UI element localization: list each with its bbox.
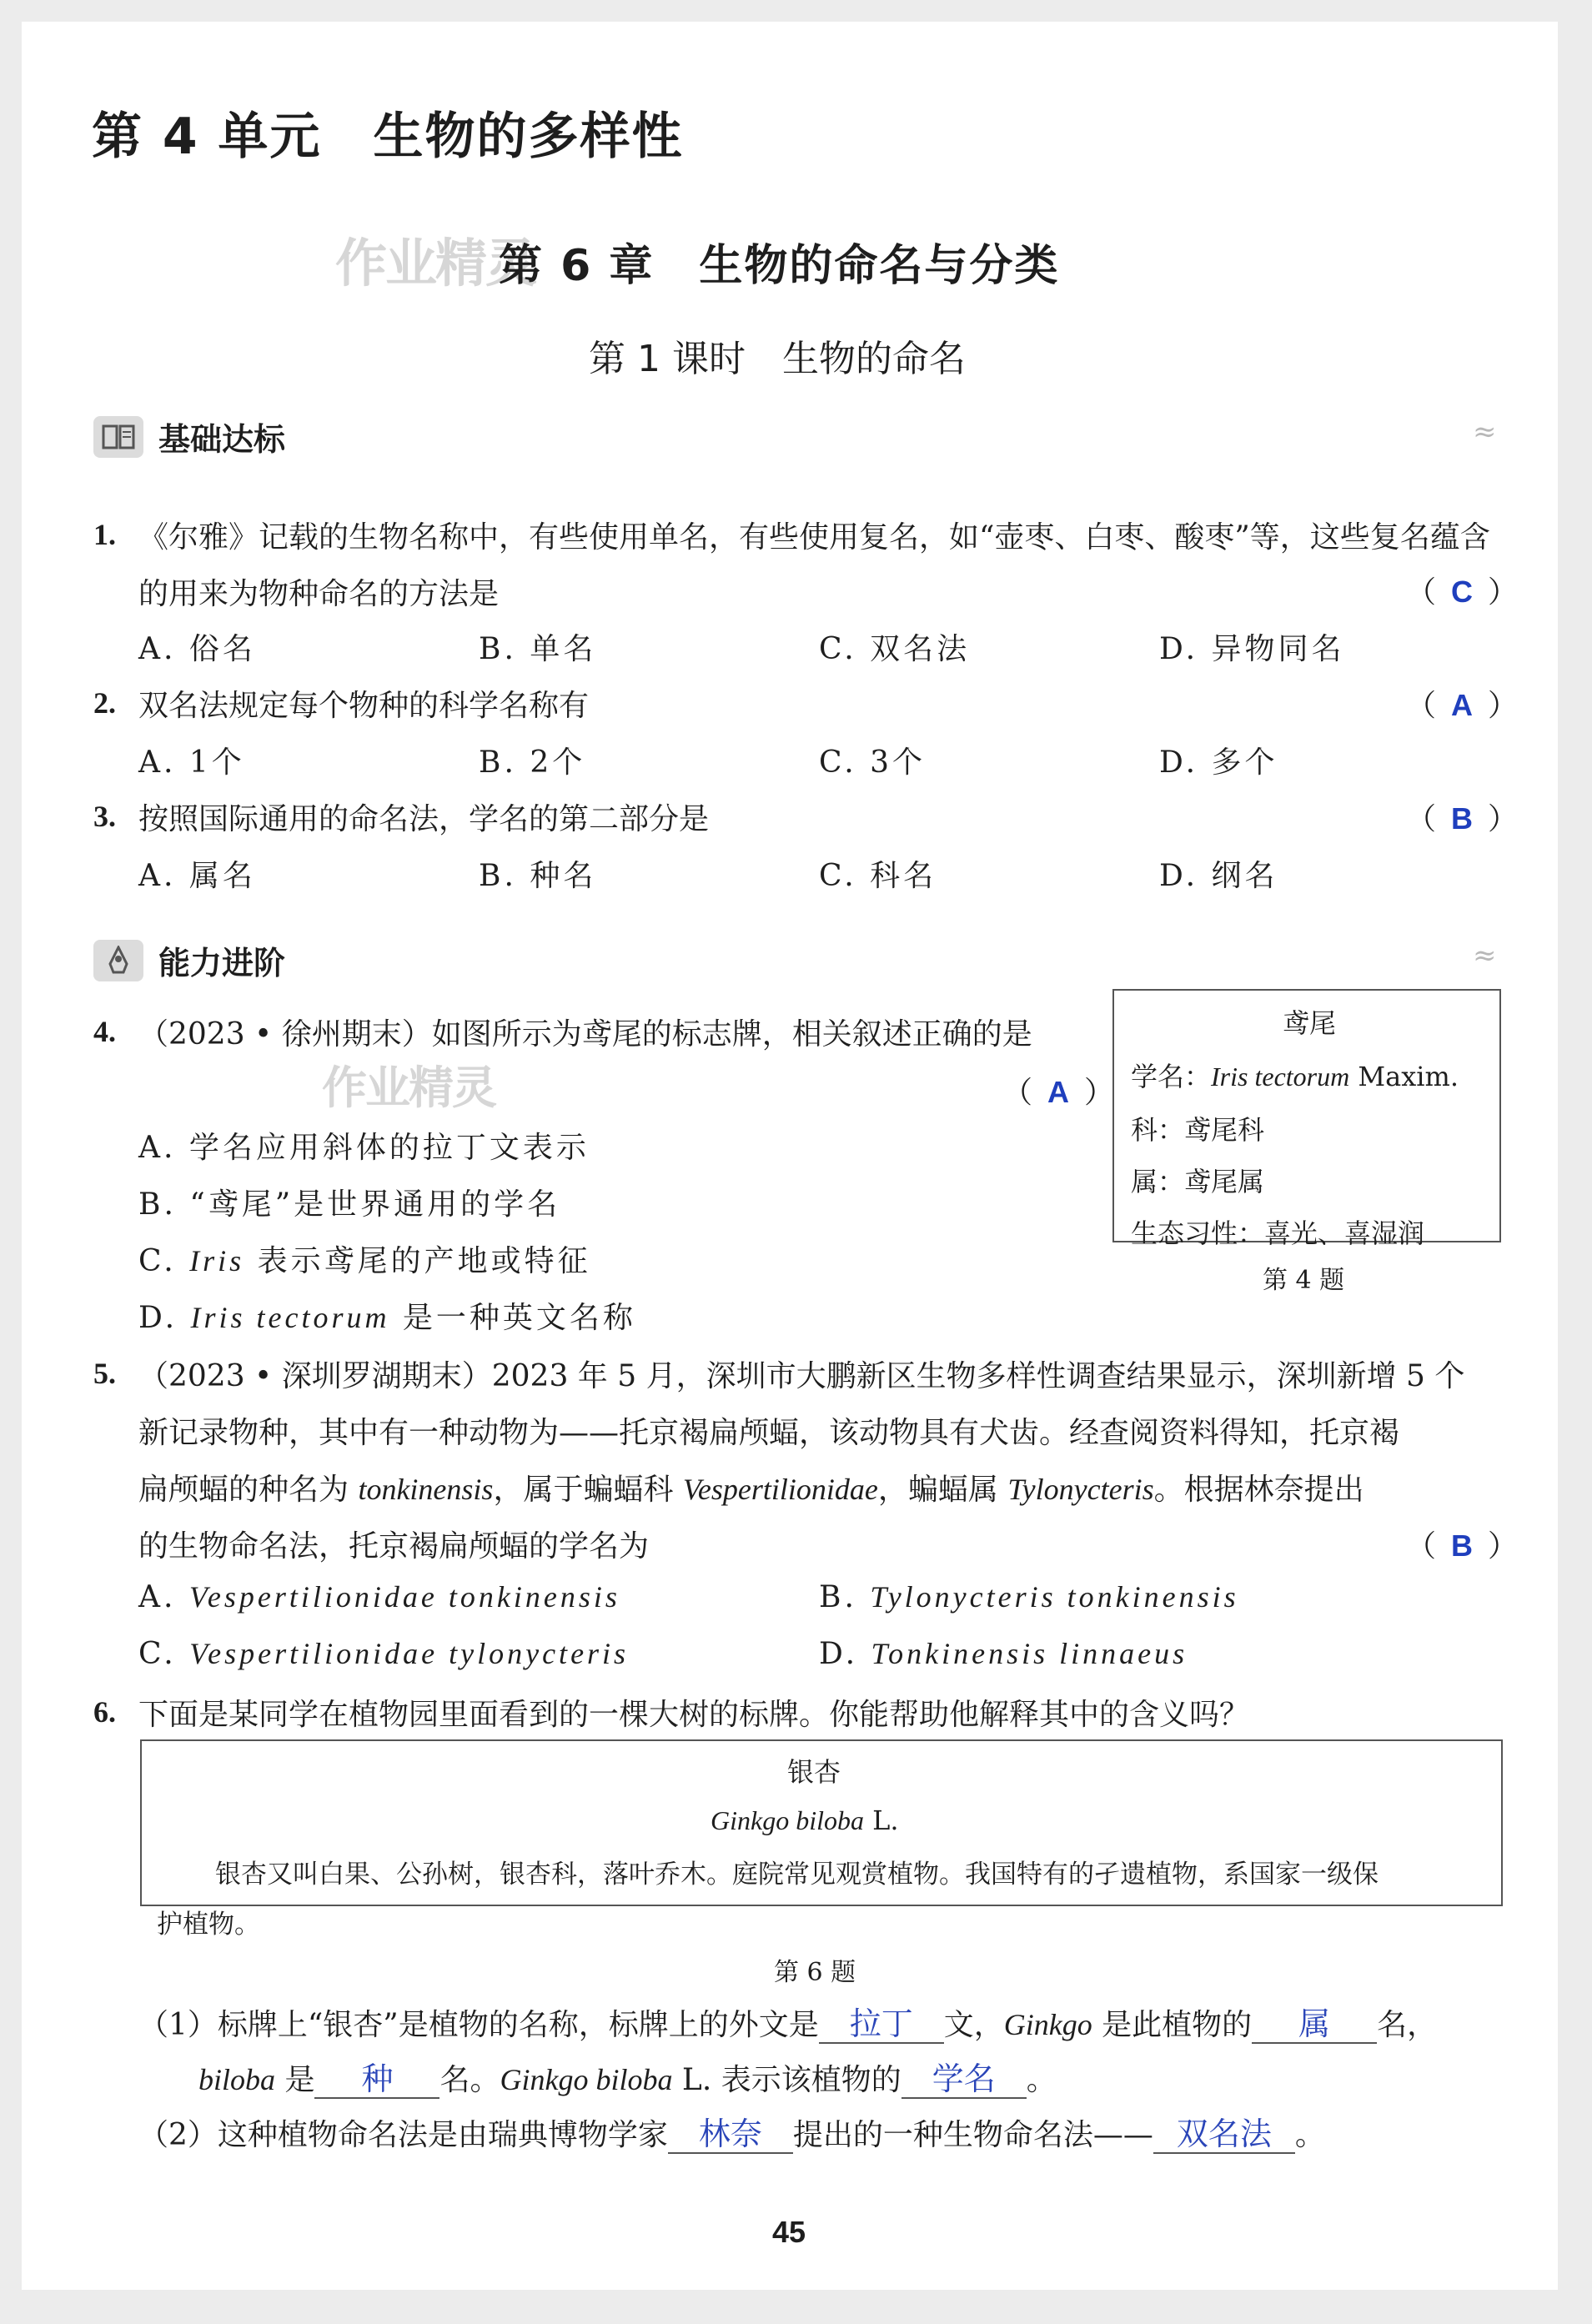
q6-italic: Ginkgo	[1003, 2008, 1092, 2041]
q6-sign-title: 银杏	[787, 1756, 841, 1788]
squiggle-icon: ≈	[1473, 415, 1497, 449]
book-icon	[93, 416, 143, 458]
q6-stem: 下面是某同学在植物园里面看到的一棵大树的标牌。你能帮助他解释其中的含义吗？	[138, 1698, 1250, 1732]
q5-option-b	[819, 1579, 1239, 1614]
option-italic: Vespertilionidae tonkinensis	[188, 1580, 620, 1614]
option-label: D.	[819, 1637, 871, 1671]
q4-sign-title: 鸢尾	[1283, 1007, 1337, 1039]
squiggle-icon: ≈	[1473, 939, 1497, 972]
q6-italic: Ginkgo biloba	[500, 2063, 673, 2096]
lesson-title: 第 1 课时 生物的命名	[589, 338, 966, 380]
q6-italic: biloba	[198, 2063, 276, 2096]
q4-option-a: A. 学名应用斜体的拉丁文表示	[138, 1131, 590, 1165]
q4-caption: 第 4 题	[1263, 1266, 1345, 1295]
q6-text: 是	[275, 2063, 315, 2097]
q1-stem-line2: 的用来为物种命名的方法是	[138, 577, 500, 611]
q6-sign-desc-line2: 护植物。	[157, 1910, 260, 1940]
q4-option-c-italic: Iris	[189, 1244, 245, 1277]
q6-text: 提出的一种生物命名法——	[792, 2118, 1153, 2152]
q5-answer-bracket: （ B ）	[1406, 1528, 1519, 1564]
q2-option-b: B. 2个	[479, 745, 586, 780]
q5-stem-line1: （2023 • 深圳罗湖期末）2023 年 5 月，深圳市大鹏新区生物多样性调查结果显示，深圳新增 5 个	[138, 1359, 1465, 1393]
q2-option-c: C. 3个	[819, 745, 927, 780]
q5-text: ，蝙蝠属	[877, 1473, 1008, 1507]
q2-answer-bracket: （ A ）	[1406, 688, 1519, 723]
question-number: 1.	[93, 518, 116, 551]
q4-sign-genus: 属：鸢尾属	[1131, 1166, 1265, 1197]
q6-sub1-line1	[138, 2001, 1437, 2044]
q1-option-c: C. 双名法	[819, 632, 971, 666]
q1-option-b: B. 单名	[479, 632, 597, 666]
q1-answer: C	[1451, 575, 1474, 609]
q6-sign-sci	[711, 1804, 899, 1836]
q6-sign-sci-author: L.	[863, 1804, 899, 1836]
section-basic-label: 基础达标	[158, 421, 286, 458]
q6-text: （2）这种植物命名法是由瑞典博物学家	[138, 2118, 668, 2152]
question-number: 2.	[93, 686, 116, 720]
q4-stem-text: 如图所示为鸢尾的标志牌，相关叙述正确的是	[431, 1017, 1032, 1052]
q4-source: （2023 • 徐州期末）	[138, 1017, 432, 1052]
q4-stem	[138, 1011, 1032, 1053]
q2-option-a: A. 1个	[138, 745, 245, 780]
option-label: B.	[819, 1580, 871, 1614]
q4-sign-habit: 生态习性：喜光、喜湿润	[1131, 1217, 1425, 1249]
q3-answer-bracket: （ B ）	[1406, 801, 1519, 836]
option-italic: Tonkinensis linnaeus	[871, 1637, 1188, 1670]
option-label: C.	[138, 1637, 190, 1671]
q4-option-d-text: 是一种英文名称	[389, 1301, 636, 1335]
q2-stem: 双名法规定每个物种的科学名称有	[138, 689, 590, 723]
q5-text: 扁颅蝠的种名为	[138, 1473, 359, 1507]
blank-scientific-name: 学名	[901, 2060, 1027, 2099]
q3-option-b: B. 种名	[479, 859, 597, 893]
watermark-logo: 作业精灵	[335, 233, 536, 294]
q4-sign-sci-label: 学名：	[1131, 1061, 1212, 1092]
q3-option-a: A. 属名	[138, 859, 256, 893]
page-number: 45	[772, 2215, 806, 2249]
option-italic: Tylonycteris tonkinensis	[870, 1580, 1239, 1614]
question-number: 6.	[93, 1695, 116, 1729]
q6-text: 。	[1026, 2063, 1057, 2097]
q5-option-c	[138, 1636, 629, 1671]
q1-option-d: D. 异物同名	[1159, 632, 1345, 666]
option-label: A.	[138, 1580, 189, 1614]
q4-option-d: D. Iris tectorum 是一种英文名称	[138, 1301, 636, 1335]
q5-stem-line3	[138, 1466, 1364, 1508]
q6-text: 名。	[439, 2063, 500, 2097]
q4-answer: A	[1047, 1075, 1070, 1109]
q6-sub1-line2	[198, 2056, 1057, 2099]
workbook-page	[22, 22, 1558, 2290]
section-advanced	[93, 937, 285, 983]
q5-option-d	[819, 1636, 1188, 1671]
q6-text: 名，	[1377, 2008, 1438, 2042]
unit-title: 第 4 单元 生物的多样性	[92, 108, 684, 166]
q4-sign-sci-author: Maxim.	[1349, 1061, 1459, 1092]
blank-latin: 拉丁	[819, 2005, 944, 2044]
q4-option-c: C. Iris 表示鸢尾的产地或特征	[138, 1244, 591, 1278]
watermark-logo: 作业精灵	[322, 1062, 495, 1114]
q6-caption: 第 6 题	[774, 1958, 856, 1987]
q2-answer: A	[1451, 688, 1474, 722]
blank-genus: 属	[1252, 2005, 1377, 2044]
q6-text: 文，	[943, 2008, 1004, 2042]
q5-option-a	[138, 1579, 620, 1614]
section-basic	[93, 414, 285, 459]
section-advanced-label: 能力进阶	[158, 945, 286, 981]
q4-sign-family: 科：鸢尾科	[1131, 1114, 1265, 1146]
question-number: 5.	[93, 1357, 116, 1390]
q5-stem-line4: 的生物命名法，托京褐扁颅蝠的学名为	[138, 1529, 650, 1564]
q4-option-d-italic: Iris tectorum	[190, 1301, 390, 1334]
q2-option-d: D. 多个	[1159, 745, 1278, 780]
q4-sign-sci-name	[1131, 1056, 1459, 1094]
q5-italic: tonkinensis	[358, 1473, 494, 1506]
q6-sign-desc-line1: 银杏又叫白果、公孙树，银杏科，落叶乔木。庭院常见观赏植物。我国特有的孑遗植物，系国家一级保	[215, 1860, 1379, 1890]
blank-linnaeus: 林奈	[668, 2116, 793, 2154]
q6-sub2-line	[138, 2111, 1325, 2154]
q5-stem-line2: 新记录物种，其中有一种动物为——托京褐扁颅蝠，该动物具有犬齿。经查阅资料得知，托京褐	[138, 1416, 1400, 1450]
q1-answer-bracket: （ C ）	[1406, 575, 1519, 610]
blank-binomial: 双名法	[1153, 2116, 1295, 2154]
q3-option-c: C. 科名	[819, 859, 937, 893]
q4-option-b: B. “鸢尾”是世界通用的学名	[138, 1187, 561, 1222]
q4-option-c-text: 表示鸢尾的产地或特征	[244, 1244, 591, 1278]
q3-option-d: D. 纲名	[1159, 859, 1278, 893]
chapter-title: 第 6 章 生物的命名与分类	[499, 241, 1060, 291]
q6-text: L. 表示该植物的	[672, 2063, 901, 2097]
q5-italic: Vespertilionidae	[682, 1473, 878, 1506]
question-number: 3.	[93, 800, 116, 833]
q4-answer-bracket: （ A ）	[1002, 1075, 1115, 1110]
q1-stem-line1: 《尔雅》记载的生物名称中，有些使用单名，有些使用复名，如“壶枣、白枣、酸枣”等，这些复名蕴含	[138, 520, 1490, 555]
question-number: 4.	[93, 1015, 116, 1048]
q6-text: （1）标牌上“银杏”是植物的名称，标牌上的外文是	[138, 2008, 819, 2042]
q3-stem: 按照国际通用的命名法，学名的第二部分是	[138, 802, 710, 836]
q5-italic: Tylonycteris	[1007, 1473, 1154, 1506]
q6-text: 是此植物的	[1092, 2008, 1253, 2042]
q5-text: 。根据林奈提出	[1153, 1473, 1364, 1507]
q1-option-a: A. 俗名	[138, 632, 256, 666]
q4-sign-sci-italic: Iris tectorum	[1211, 1062, 1350, 1092]
q5-text: ，属于蝙蝠科	[493, 1473, 683, 1507]
blank-species: 种	[314, 2060, 439, 2099]
rocket-icon	[93, 940, 143, 981]
option-italic: Vespertilionidae tylonycteris	[189, 1637, 630, 1670]
q6-text: 。	[1294, 2118, 1325, 2152]
q5-answer: B	[1451, 1528, 1474, 1563]
q6-sign-sci-italic: Ginkgo biloba	[711, 1805, 864, 1835]
q3-answer: B	[1451, 801, 1474, 836]
